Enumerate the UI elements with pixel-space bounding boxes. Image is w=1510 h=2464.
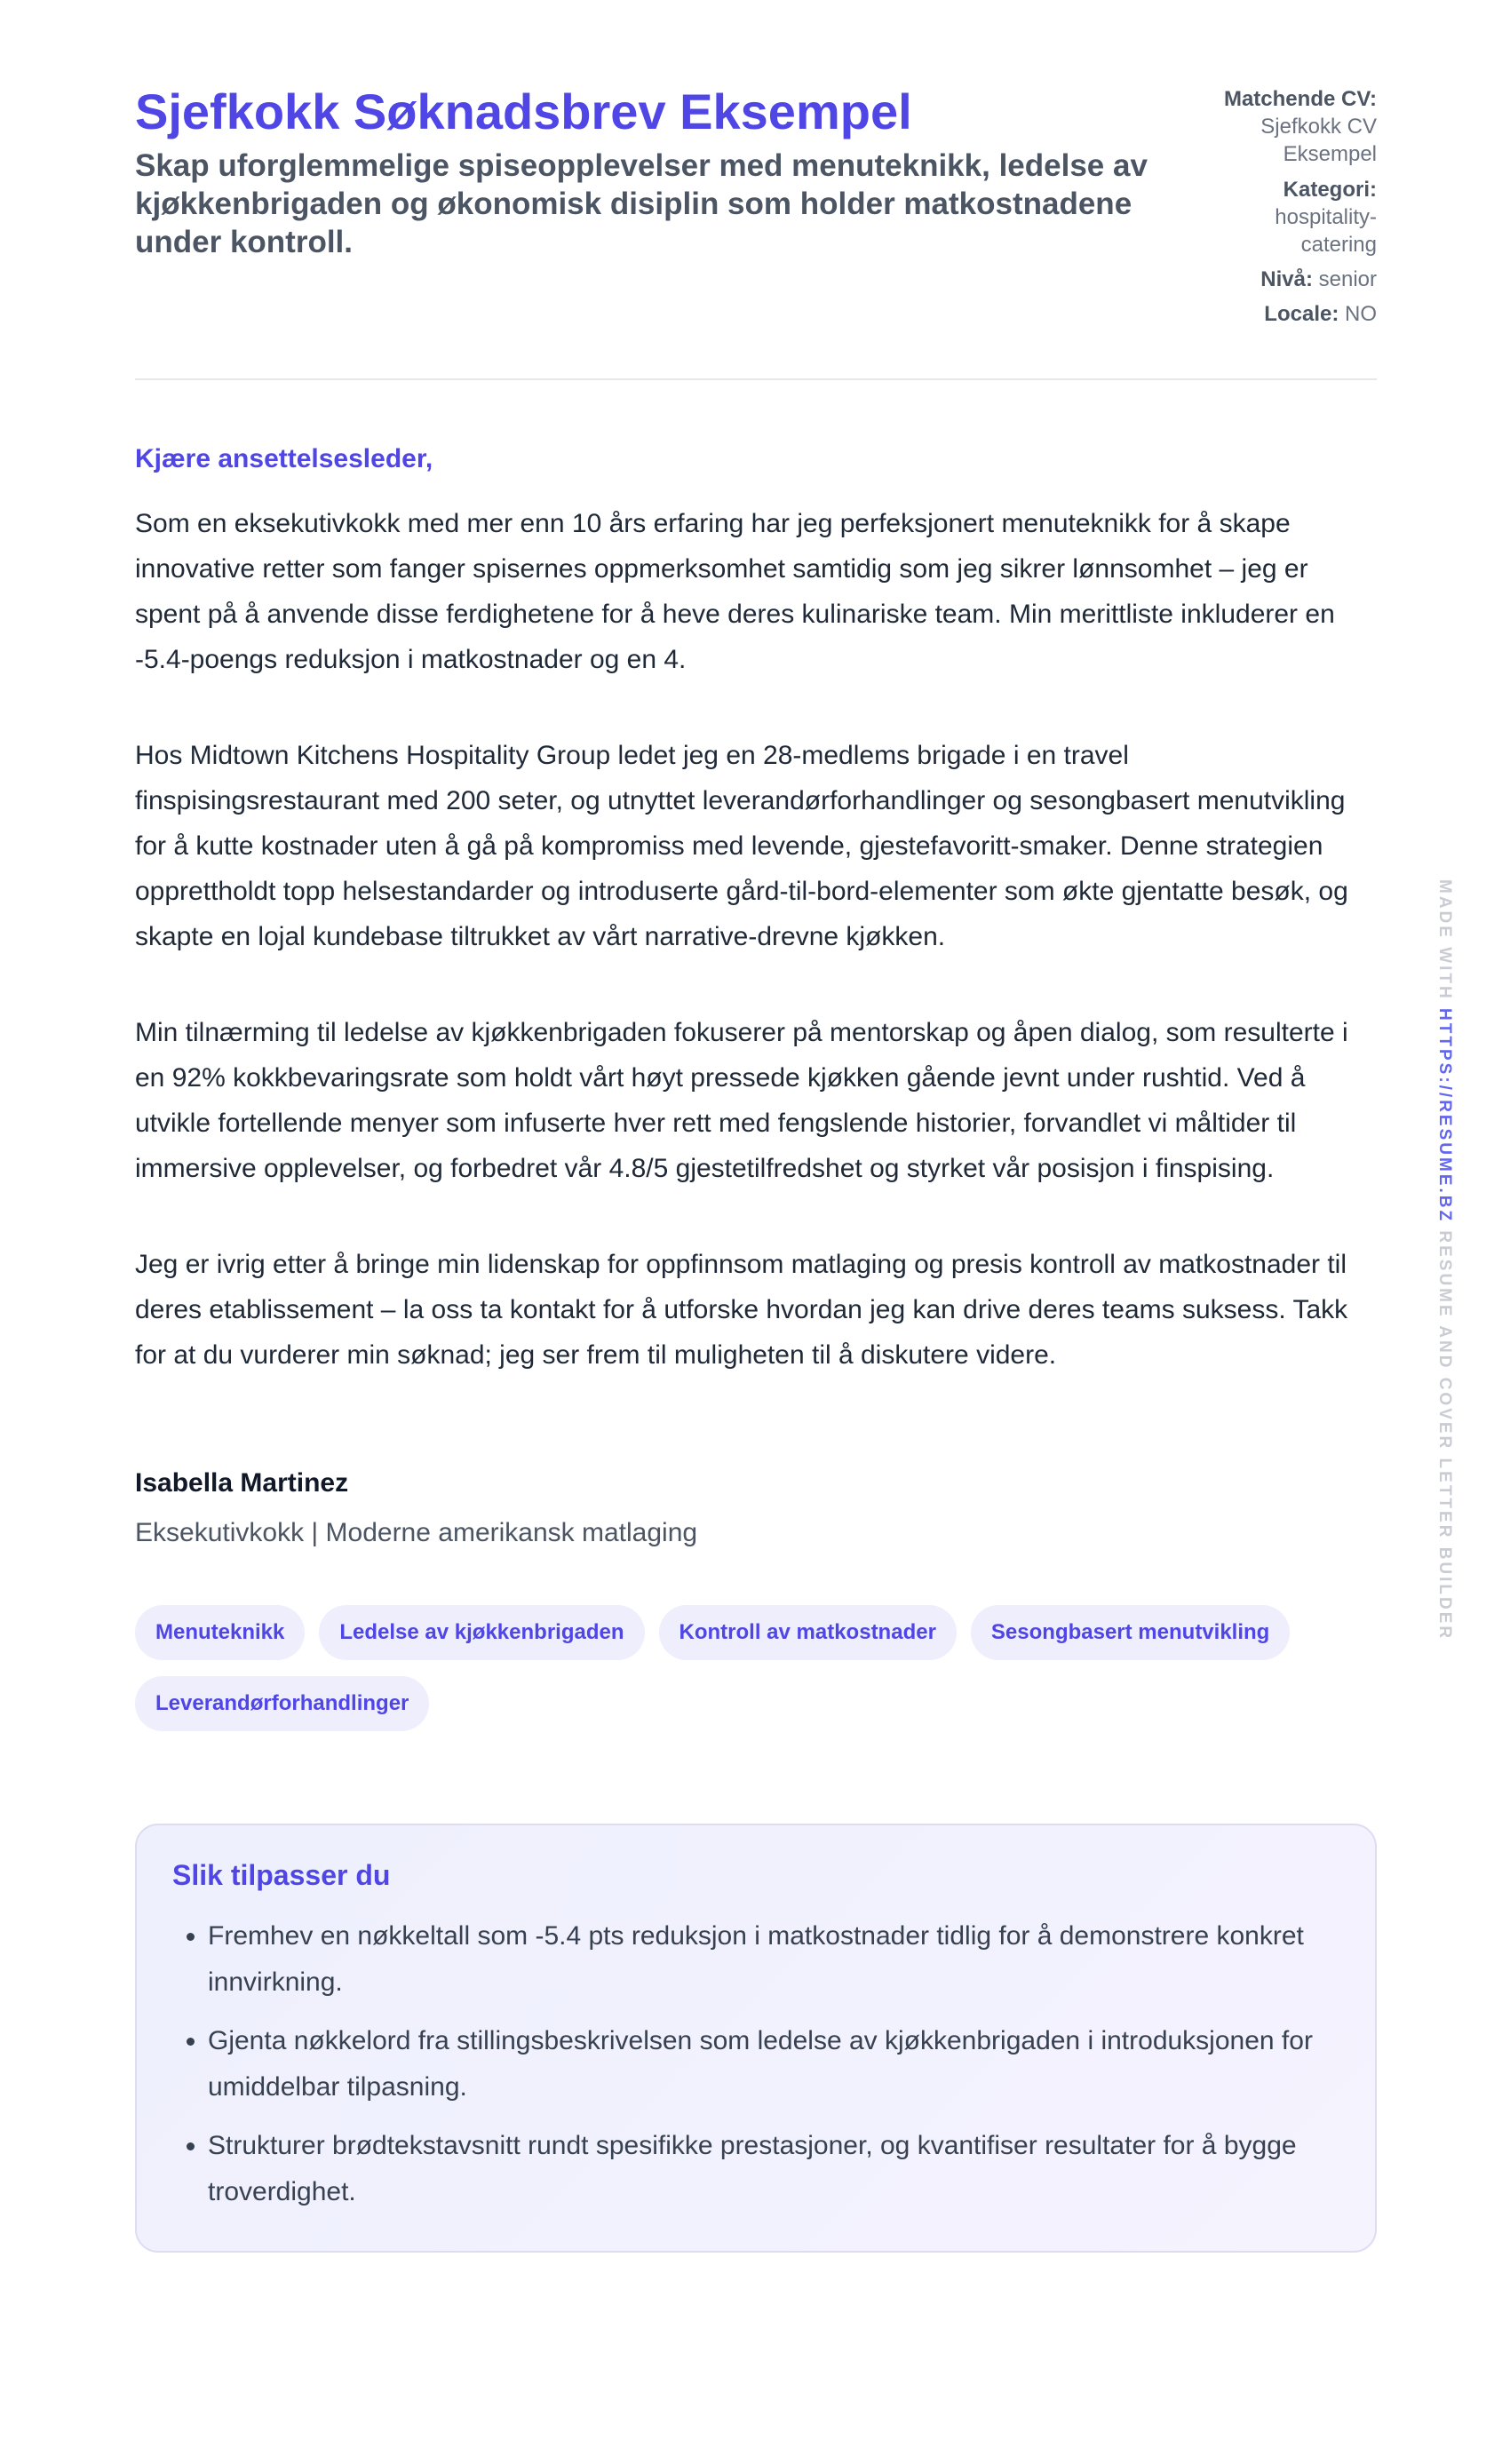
letter-body (135, 501, 1377, 1378)
meta-cv-label: Matchende CV: (1223, 87, 1377, 111)
meta-cv-value[interactable]: Sjefkokk CV Eksempel (1260, 115, 1377, 167)
letter-paragraph: Min tilnærming til ledelse av kjøkkenbrigaden fokuserer på mentorskap og åpen dialog, som resulterte i en 92% kokkbevaringsrate som holdt vårt høyt pressede kjøkken gående jevnt under rushtid. Ved å utvikle fortellende menyer som infuserte hver rett med fengslende historier, forvandlet vi måltider til immersive opplevelser, og forbedret vår 4.8/5 gjestetilfredshet og styrket vår posisjon i finspising. (135, 1017, 1348, 1183)
page-header (135, 83, 1377, 380)
skill-tag[interactable]: Menuteknikk (135, 1605, 305, 1660)
tips-item: • Strukturer brødtekstavsnitt rundt spesifikke prestasjoner, og kvantifiser resultater for å bygge troverdighet. (208, 2123, 1339, 2215)
credit-link[interactable]: HTTPS://RESUME.BZ (1435, 1008, 1454, 1224)
meta-locale-label: Locale: (1264, 302, 1339, 327)
meta-level-value: senior (1318, 267, 1377, 292)
tips-list (172, 1913, 1339, 2215)
meta-locale-value: NO (1345, 302, 1377, 327)
credit-prefix: MADE WITH (1435, 879, 1454, 1001)
meta-locale (1199, 300, 1377, 328)
signature-title: Eksekutivkokk | Moderne amerikansk matlaging (135, 1517, 698, 1547)
skill-tag[interactable]: Kontroll av matkostnader (659, 1605, 957, 1660)
letter-paragraph: Hos Midtown Kitchens Hospitality Group ledet jeg en 28-medlems brigade i en travel finspisingsrestaurant med 200 seter, og utnyttet leverandørforhandlinger og sesongbasert menutvikling for å kutte kostnader uten å gå på kompromiss med levende, gjestefavoritt-smaker. Denne strategien opprettholdt topp helsestandarder og introduserte gård-til-bord-elementer som økte gjentatte besøk, og skapte en lojal kundebase tiltrukket av vårt narrative-drevne kjøkken. (135, 740, 1348, 951)
letter-paragraph: Som en eksekutivkokk med mer enn 10 års erfaring har jeg perfeksjonert menuteknikk for å skape innovative retter som fanger spisernes oppmerksomhet samtidig som jeg sikrer lønnsomhet – jeg er spent på å anvende disse ferdighetene for å heve deres kulinariske team. Min merittliste inkluderer en -5.4-poengs reduksjon i matkostnader og en 4. (135, 508, 1335, 674)
letter-paragraph: Jeg er ivrig etter å bringe min lidenskap for oppfinnsom matlaging og presis kontroll av matkostnader til deres etablissement – la oss ta kontakt for å utforske hvordan jeg kan drive deres teams suksess. Takk for at du vurderer min søknad; jeg ser frem til muligheten til å diskutere videre. (135, 1249, 1348, 1370)
meta-panel (1199, 85, 1377, 336)
header-titles (135, 83, 1165, 261)
page-title: Sjefkokk Søknadsbrev Eksempel (135, 83, 912, 139)
side-credit (1434, 879, 1454, 1641)
skill-tag[interactable]: Ledelse av kjøkkenbrigaden (319, 1605, 644, 1660)
meta-category (1199, 176, 1377, 259)
tips-title: Slik tilpasser du (172, 1858, 391, 1891)
tips-item: • Fremhev en nøkkeltall som -5.4 pts reduksjon i matkostnader tidlig for å demonstrere konkret innvirkning. (208, 1913, 1339, 2006)
meta-category-label: Kategori: (1283, 177, 1377, 202)
signature-block (135, 1468, 1377, 1548)
tips-panel (135, 1824, 1377, 2253)
skill-tag[interactable]: Leverandørforhandlinger (135, 1676, 429, 1731)
page-subtitle: Skap uforglemmelige spiseopplevelser med menuteknikk, ledelse av kjøkkenbrigaden og økonomisk disiplin som holder matkostnadene under kontroll. (135, 148, 1148, 259)
cover-letter-page (135, 83, 1377, 2253)
meta-level (1199, 266, 1377, 293)
letter-greeting: Kjære ansettelsesleder, (135, 443, 433, 473)
signature-name: Isabella Martinez (135, 1467, 349, 1498)
skill-tags (135, 1605, 1377, 1731)
meta-category-value: hospitality-catering (1275, 204, 1377, 257)
meta-level-label: Nivå: (1260, 267, 1313, 292)
tips-item: • Gjenta nøkkelord fra stillingsbeskrivelsen som ledelse av kjøkkenbrigaden i introduksjonen for umiddelbar tilpasning. (208, 2018, 1339, 2110)
meta-matching-cv (1199, 85, 1377, 169)
credit-suffix: RESUME AND COVER LETTER BUILDER (1435, 1230, 1454, 1641)
skill-tag[interactable]: Sesongbasert menutvikling (971, 1605, 1290, 1660)
